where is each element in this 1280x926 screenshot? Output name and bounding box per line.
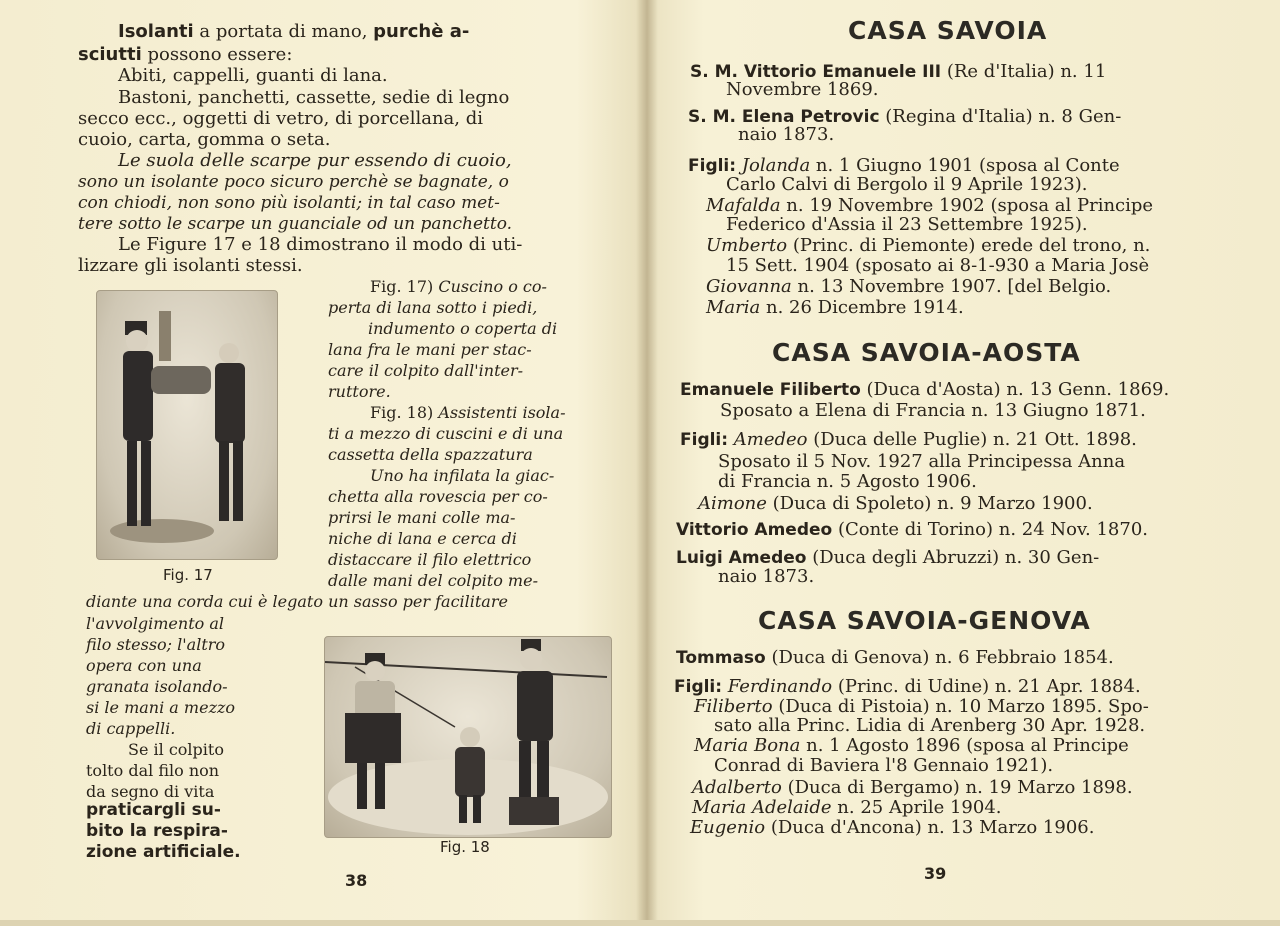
fig18-desc-1 — [370, 403, 566, 423]
fig18-desc-4: Uno ha infilata la giac- — [370, 466, 555, 485]
aosta-entry-line — [676, 520, 1148, 540]
entry-text: n. 19 Novembre 1902 (sposa al Principe — [780, 195, 1154, 216]
entry-text: (Conte di Torino) n. 24 Nov. 1870. — [832, 519, 1149, 540]
aosta-entry-line — [718, 567, 814, 587]
page-fold — [636, 0, 658, 926]
entry-bold-name: Figli: — [674, 677, 723, 697]
entry-italic-name: Umberto — [706, 235, 788, 256]
savoia-entry-line — [706, 196, 1153, 216]
figure-18-drawing — [325, 637, 611, 837]
entry-text: (Duca di Bergamo) n. 19 Marzo 1898. — [781, 777, 1133, 798]
entry-italic-name: Maria — [706, 297, 761, 318]
text: Cuscino o co- — [438, 277, 547, 296]
entry-text: (Regina d'Italia) n. 8 Gen- — [879, 106, 1122, 127]
genova-entry-line — [692, 798, 1002, 818]
entry-text: naio 1873. — [738, 124, 835, 145]
entry-bold-name: S. M. Elena Petrovic — [688, 107, 880, 127]
fig18-desc-6: prirsi le mani colle ma- — [328, 508, 516, 527]
fig18-desc-2: ti a mezzo di cuscini e di una — [328, 424, 564, 443]
figure-17-drawing — [97, 291, 277, 559]
text: Assistenti isola- — [438, 403, 566, 422]
entry-text: (Duca di Genova) n. 6 Febbraio 1854. — [765, 647, 1114, 668]
heading-casa-savoia-genova: CASA SAVOIA-GENOVA — [758, 606, 1091, 635]
entry-text: Novembre 1869. — [726, 79, 879, 100]
savoia-entry-line — [706, 277, 1111, 297]
left-line-8: sono un isolante poco sicuro perchè se bagnate, o — [78, 172, 509, 192]
page-edge — [0, 920, 1280, 926]
genova-entry-line — [694, 736, 1129, 756]
bottom-left-4: granata isolando- — [86, 677, 228, 696]
savoia-entry-line — [726, 175, 1087, 195]
fig17-desc-2: perta di lana sotto i piedi, — [328, 298, 538, 317]
genova-entry-line — [676, 648, 1114, 668]
left-line-1 — [118, 22, 469, 42]
tail-line-3: da segno di vita — [86, 782, 215, 801]
term-purche: purchè a- — [373, 21, 470, 42]
figure-17-illustration — [96, 290, 278, 560]
bottom-left-5: si le mani a mezzo — [86, 698, 236, 717]
bottom-left-1: l'avvolgimento al — [86, 614, 224, 633]
aosta-entry-line — [676, 548, 1099, 568]
bottom-left-2: filo stesso; l'altro — [86, 635, 226, 654]
savoia-entry-line — [706, 298, 964, 318]
entry-text: (Duca degli Abruzzi) n. 30 Gen- — [806, 547, 1100, 568]
savoia-entry-line — [726, 256, 1149, 276]
left-line-10: tere sotto le scarpe un guanciale od un panchetto. — [78, 214, 513, 234]
entry-italic-name: Eugenio — [690, 817, 766, 838]
entry-italic-name: Aimone — [698, 493, 767, 514]
genova-entry-line — [690, 818, 1094, 838]
entry-text: (Re d'Italia) n. 11 — [941, 61, 1107, 82]
entry-text: Carlo Calvi di Bergolo il 9 Aprile 1923). — [726, 174, 1088, 195]
page-number-left: 38 — [345, 871, 368, 890]
term-asciutti: sciutti — [78, 44, 142, 65]
entry-text: (Duca di Pistoia) n. 10 Marzo 1895. Spo- — [772, 696, 1149, 717]
fig18-desc-7: niche di lana e cerca di — [328, 529, 517, 548]
fig17-desc-4: lana fra le mani per stac- — [328, 340, 532, 359]
bottom-left-3: opera con una — [86, 656, 202, 675]
page-number-right: 39 — [924, 864, 947, 883]
entry-text: Sposato a Elena di Francia n. 13 Giugno 1871. — [720, 400, 1146, 421]
left-line-9: con chiodi, non sono più isolanti; in tal caso met- — [78, 193, 500, 213]
entry-text: (Duca d'Ancona) n. 13 Marzo 1906. — [765, 817, 1095, 838]
entry-bold-name: S. M. Vittorio Emanuele III — [690, 62, 942, 82]
entry-text: (Duca d'Aosta) n. 13 Genn. 1869. — [860, 379, 1170, 400]
entry-italic-name: Giovanna — [706, 276, 792, 297]
left-line-12: lizzare gli isolanti stessi. — [78, 255, 303, 276]
entry-bold-name: Figli: — [688, 156, 737, 176]
term-isolanti: Isolanti — [118, 21, 194, 42]
text: possono essere: — [141, 44, 293, 65]
left-line-2 — [78, 45, 292, 65]
entry-text: (Princ. di Udine) n. 21 Apr. 1884. — [832, 676, 1141, 697]
genova-entry-line — [714, 716, 1145, 736]
left-line-5: secco ecc., oggetti di vetro, di porcellana, di — [78, 108, 483, 129]
entry-text: Federico d'Assia il 23 Settembre 1925). — [726, 214, 1088, 235]
entry-text: n. 26 Dicembre 1914. — [760, 297, 964, 318]
left-line-3: Abiti, cappelli, guanti di lana. — [118, 65, 388, 86]
entry-text: Conrad di Baviera l'8 Gennaio 1921). — [714, 755, 1054, 776]
figure-17-caption: Fig. 17 — [163, 566, 213, 584]
savoia-entry-line — [726, 215, 1088, 235]
entry-text: (Duca delle Puglie) n. 21 Ott. 1898. — [807, 429, 1137, 450]
left-line-11: Le Figure 17 e 18 dimostrano il modo di uti- — [118, 234, 523, 255]
text: Fig. 18) — [370, 403, 439, 422]
savoia-entry-line — [706, 236, 1150, 256]
fig18-desc-3: cassetta della spazzatura — [328, 445, 533, 464]
entry-text: n. 25 Aprile 1904. — [831, 797, 1002, 818]
savoia-entry-line — [688, 156, 1120, 176]
heading-casa-savoia-aosta: CASA SAVOIA-AOSTA — [772, 338, 1081, 367]
heading-casa-savoia: CASA SAVOIA — [848, 16, 1048, 45]
entry-bold-name: Vittorio Amedeo — [676, 520, 833, 540]
entry-italic-name: Amedeo — [728, 429, 808, 450]
text: a portata di mano, — [193, 21, 374, 42]
text: Fig. 17) — [370, 277, 439, 296]
entry-italic-name: Adalberto — [692, 777, 782, 798]
aosta-entry-line — [698, 494, 1093, 514]
aosta-entry-line — [720, 401, 1146, 421]
aosta-entry-line — [718, 472, 977, 492]
bottom-left-6: di cappelli. — [86, 719, 176, 738]
fig18-desc-8: distaccare il filo elettrico — [328, 550, 532, 569]
entry-text: n. 1 Agosto 1896 (sposa al Principe — [800, 735, 1129, 756]
entry-italic-name: Mafalda — [706, 195, 781, 216]
full-width-line: diante una corda cui è legato un sasso per facilitare — [86, 592, 508, 611]
left-line-4: Bastoni, panchetti, cassette, sedie di legno — [118, 87, 510, 108]
savoia-entry-line — [726, 80, 879, 100]
entry-italic-name: Maria Bona — [694, 735, 801, 756]
entry-bold-name: Emanuele Filiberto — [680, 380, 861, 400]
entry-text: (Duca di Spoleto) n. 9 Marzo 1900. — [766, 493, 1093, 514]
entry-text: n. 13 Novembre 1907. [del Belgio. — [791, 276, 1112, 297]
fig17-desc-1 — [370, 277, 547, 297]
entry-text: sato alla Princ. Lidia di Arenberg 30 Apr. 1928. — [714, 715, 1146, 736]
bold-tail-3: zione artificiale. — [86, 842, 241, 862]
entry-text: n. 1 Giugno 1901 (sposa al Conte — [810, 155, 1120, 176]
entry-text: Sposato il 5 Nov. 1927 alla Principessa Anna — [718, 451, 1126, 472]
entry-bold-name: Tommaso — [676, 648, 766, 668]
figure-18-caption: Fig. 18 — [440, 838, 490, 856]
tail-line-1: Se il colpito — [128, 740, 224, 759]
genova-entry-line — [674, 677, 1141, 697]
entry-italic-name: Ferdinando — [722, 676, 833, 697]
savoia-entry-line — [738, 125, 834, 145]
entry-text: (Princ. di Piemonte) erede del trono, n. — [787, 235, 1151, 256]
fig17-desc-5: care il colpito dall'inter- — [328, 361, 524, 380]
aosta-entry-line — [680, 380, 1169, 400]
entry-text: di Francia n. 5 Agosto 1906. — [718, 471, 977, 492]
entry-bold-name: Luigi Amedeo — [676, 548, 807, 568]
left-line-7: Le suola delle scarpe pur essendo di cuoio, — [118, 150, 512, 171]
fig17-desc-6: ruttore. — [328, 382, 391, 401]
aosta-entry-line — [680, 430, 1137, 450]
entry-italic-name: Filiberto — [694, 696, 773, 717]
bold-tail-1: praticargli su- — [86, 800, 221, 820]
genova-entry-line — [714, 756, 1053, 776]
genova-entry-line — [694, 697, 1149, 717]
fig17-desc-3: indumento o coperta di — [368, 319, 558, 338]
tail-line-2: tolto dal filo non — [86, 761, 220, 780]
aosta-entry-line — [718, 452, 1125, 472]
entry-text: 15 Sett. 1904 (sposato ai 8-1-930 a Maria Josè — [726, 255, 1150, 276]
genova-entry-line — [692, 778, 1133, 798]
entry-italic-name: Maria Adelaide — [692, 797, 832, 818]
fig18-desc-5: chetta alla rovescia per co- — [328, 487, 548, 506]
entry-italic-name: Jolanda — [736, 155, 811, 176]
fig18-desc-9: dalle mani del colpito me- — [328, 571, 538, 590]
left-line-6: cuoio, carta, gomma o seta. — [78, 129, 331, 150]
figure-18-illustration — [324, 636, 612, 838]
entry-bold-name: Figli: — [680, 430, 729, 450]
entry-text: naio 1873. — [718, 566, 815, 587]
bold-tail-2: bito la respira- — [86, 821, 228, 841]
